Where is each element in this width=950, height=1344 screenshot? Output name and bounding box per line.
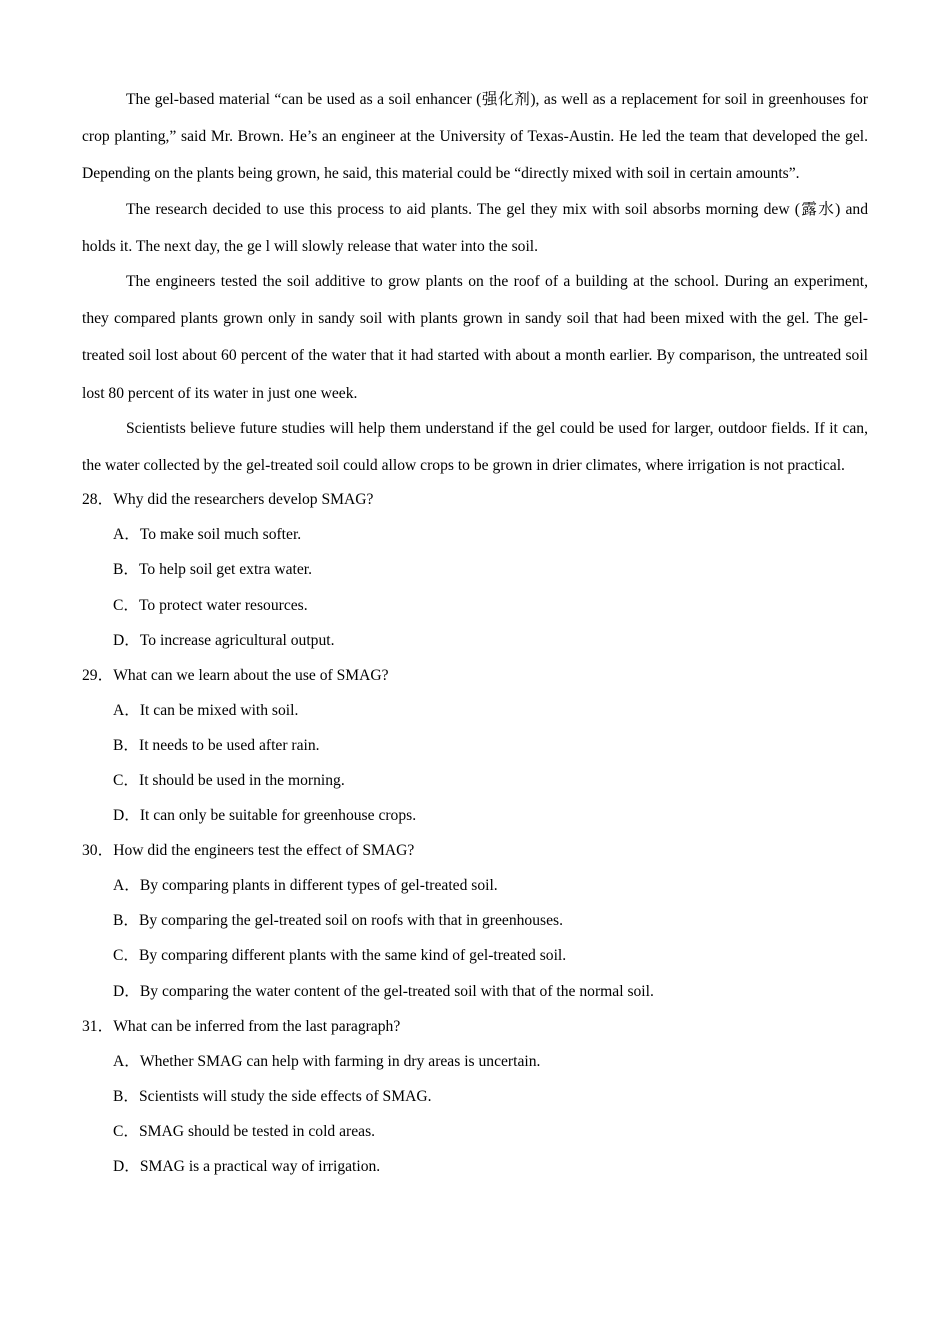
option-letter: A． (113, 877, 140, 895)
option-letter: D． (113, 1158, 140, 1176)
option-b (82, 903, 868, 938)
option-d (82, 623, 868, 658)
option-text: By comparing the water content of the gel-treated soil with that of the normal soil. (139, 982, 654, 1000)
option-text: To make soil much softer. (139, 526, 302, 544)
option-a (82, 693, 868, 728)
question-number: 28． (82, 491, 114, 509)
option-a (82, 868, 868, 903)
option-text: It can only be suitable for greenhouse crops. (139, 807, 417, 825)
option-letter: B． (113, 1087, 139, 1105)
option-c (82, 588, 868, 623)
question-text: What can be inferred from the last paragraph? (113, 1017, 401, 1035)
option-letter: A． (113, 701, 140, 719)
option-text: It can be mixed with soil. (139, 701, 299, 719)
option-letter: A． (113, 526, 140, 544)
option-c (82, 763, 868, 798)
option-letter: B． (113, 736, 139, 754)
passage-paragraph-4: Scientists believe future studies will help them understand if the gel could be used for larger, outdoor fields. If it can, the water collected by the gel-treated soil could allow crops to be grown in drier climates, where irrigation is not practical. (82, 419, 868, 475)
passage-paragraph-2: The research decided to use this process to aid plants. The gel they mix with soil absorbs morning dew (露水) and holds it. The next day, the ge l will slowly release that water into the soil. (82, 200, 868, 255)
option-a (82, 1044, 868, 1079)
document-page (82, 81, 868, 1184)
option-letter: D． (113, 631, 140, 649)
option-text: By comparing plants in different types of gel-treated soil. (139, 877, 498, 895)
option-text: SMAG is a practical way of irrigation. (139, 1158, 381, 1176)
option-letter: D． (113, 807, 140, 825)
option-text: To protect water resources. (139, 596, 308, 614)
option-b (82, 1079, 868, 1114)
option-text: To increase agricultural output. (139, 631, 335, 649)
reading-passage (82, 81, 868, 484)
question-stem (82, 833, 868, 868)
passage-paragraph-1: The gel-based material “can be used as a soil enhancer (强化剂), as well as a replacement for soil in greenhouses for crop planting,” said Mr. Brown. He’s an engineer at the University of Texas-Austin. He led the team that developed the gel. Depending on the plants being grown, he said, this material could be “directly mixed with soil in certain amounts”. (82, 91, 868, 183)
question-stem (82, 482, 868, 517)
option-letter: C． (113, 596, 139, 614)
option-letter: B． (113, 561, 139, 579)
question-text: How did the engineers test the effect of SMAG? (113, 842, 415, 860)
option-letter: C． (113, 947, 139, 965)
option-d (82, 798, 868, 833)
option-text: To help soil get extra water. (139, 561, 312, 579)
option-c (82, 1114, 868, 1149)
option-letter: C． (113, 771, 139, 789)
option-d (82, 974, 868, 1009)
option-text: By comparing different plants with the same kind of gel-treated soil. (139, 947, 567, 965)
question-text: Why did the researchers develop SMAG? (113, 491, 374, 509)
question-number: 29． (82, 666, 114, 684)
option-letter: A． (113, 1052, 140, 1070)
question-29 (82, 658, 868, 833)
option-text: Scientists will study the side effects of SMAG. (139, 1087, 432, 1105)
option-text: It should be used in the morning. (139, 771, 345, 789)
question-stem (82, 658, 868, 693)
option-text: Whether SMAG can help with farming in dry areas is uncertain. (139, 1052, 541, 1070)
option-b (82, 728, 868, 763)
question-number: 31． (82, 1017, 114, 1035)
question-30 (82, 833, 868, 1008)
option-d (82, 1149, 868, 1184)
option-letter: B． (113, 912, 139, 930)
option-letter: D． (113, 982, 140, 1000)
option-a (82, 517, 868, 552)
question-28 (82, 482, 868, 657)
question-31 (82, 1009, 868, 1184)
option-text: By comparing the gel-treated soil on roofs with that in greenhouses. (139, 912, 563, 930)
option-c (82, 938, 868, 973)
passage-paragraph-3: The engineers tested the soil additive to grow plants on the roof of a building at the school. During an experiment, they compared plants grown only in sandy soil with plants grown in sandy soil that had been mixed with the gel. The gel-treated soil lost about 60 percent of the water that it had started with about a month earlier. By comparison, the untreated soil lost 80 percent of its water in just one week. (82, 273, 868, 402)
option-text: It needs to be used after rain. (139, 736, 320, 754)
question-number: 30． (82, 842, 114, 860)
option-text: SMAG should be tested in cold areas. (139, 1122, 376, 1140)
question-stem (82, 1009, 868, 1044)
option-letter: C． (113, 1122, 139, 1140)
option-b (82, 552, 868, 587)
question-text: What can we learn about the use of SMAG? (113, 666, 389, 684)
